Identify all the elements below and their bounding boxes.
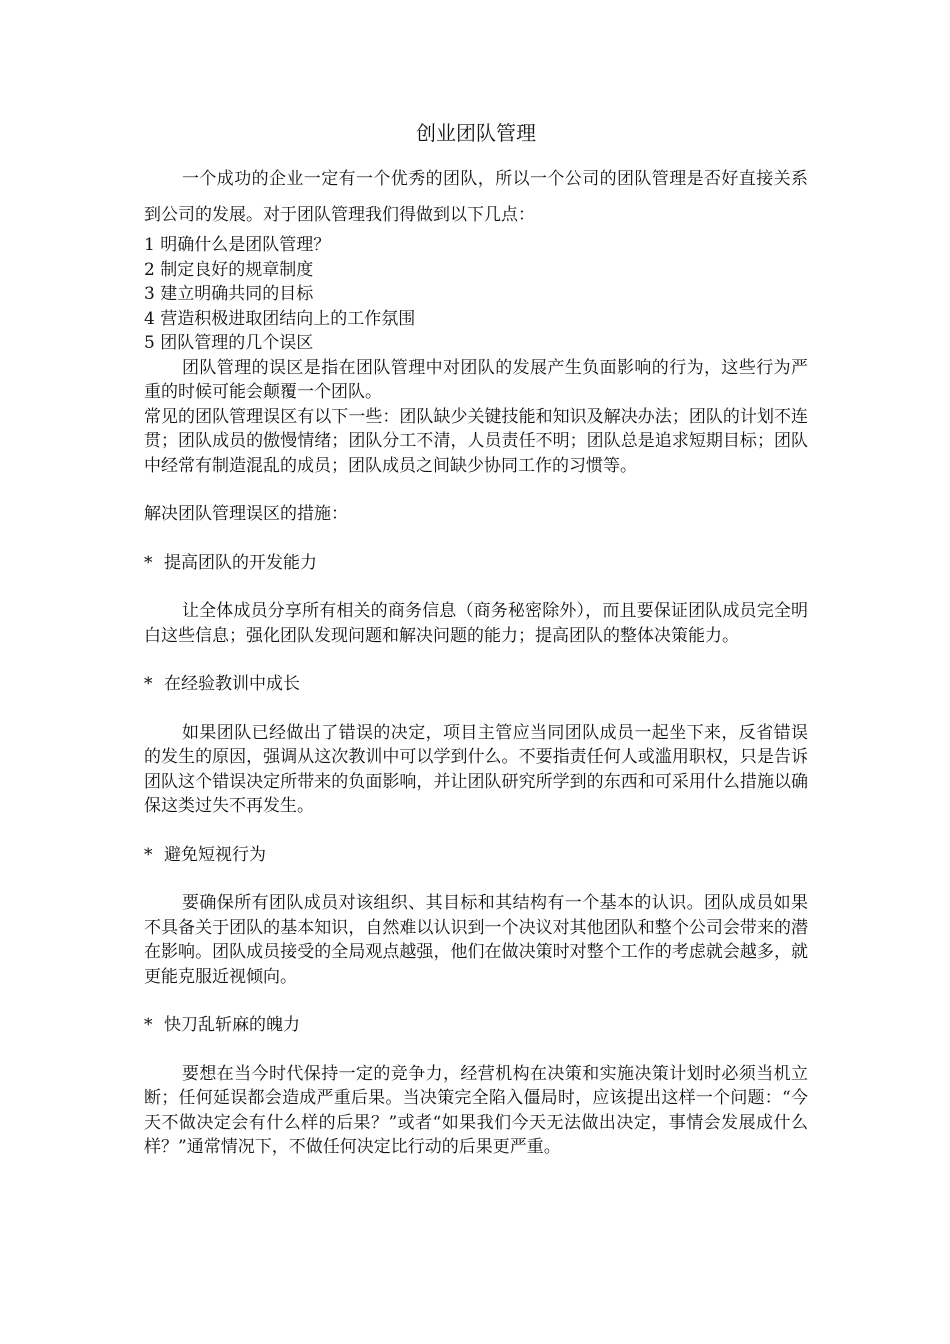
spacer (144, 478, 808, 502)
list-item: 3 建立明确共同的目标 (144, 284, 314, 304)
spacer (144, 989, 808, 1013)
measure-body: 如果团队已经做出了错误的决定，项目主管应当同团队成员一起坐下来，反省错误的发生的原因，强调从这次教训中可以学到什么。不要指责任何人或滥用职权，只是告诉团队这个错误决定所带来的负面影响，并让团队研究所学到的东西和可采用什么措施以确保这类过失不再发生。 (144, 722, 808, 816)
spacer (144, 819, 808, 843)
spacer (144, 697, 808, 721)
common-misconceptions: 常见的团队管理误区有以下一些：团队缺少关键技能和知识及解决办法；团队的计划不连贯；团队成员的傲慢情绪；团队分工不清，人员责任不明；团队总是追求短期目标；团队中经常有制造混乱的成员；团队成员之间缺少协同工作的习惯等。 (144, 406, 808, 476)
measure-body: 让全体成员分享所有相关的商务信息（商务秘密除外），而且要保证团队成员完全明白这些信息；强化团队发现问题和解决问题的能力；提高团队的整体决策能力。 (144, 601, 808, 646)
bullet-marker: * (144, 552, 153, 573)
measure-body: 要确保所有团队成员对该组织、其目标和其结构有一个基本的认识。团队成员如果不具备关于团队的基本知识，自然难以认识到一个决议对其他团队和整个公司会带来的潜在影响。团队成员接受的全局观点越强，他们在做决策时对整个工作的考虑就会越多，就更能克服近视倾向。 (144, 893, 808, 987)
misconception-definition: 团队管理的误区是指在团队管理中对团队的发展产生负面影响的行为，这些行为严重的时候可能会颠覆一个团队。 (144, 357, 808, 402)
measure-heading-text: 提高团队的开发能力 (164, 552, 317, 573)
document-title: 创业团队管理 (416, 121, 536, 145)
list-item: 5 团队管理的几个误区 (144, 333, 314, 353)
list-item: 1 明确什么是团队管理？ (144, 235, 331, 255)
measure-heading-text: 快刀乱斩麻的魄力 (164, 1015, 300, 1035)
measure-heading (144, 843, 808, 868)
list-item: 4 营造积极进取团结向上的工作氛围 (144, 308, 416, 329)
measures-heading: 解决团队管理误区的措施： (144, 504, 348, 524)
measure-heading (144, 672, 808, 697)
measure-heading (144, 1013, 808, 1038)
intro-paragraph: 一个成功的企业一定有一个优秀的团队，所以一个公司的团队管理是否好直接关系到公司的发展。对于团队管理我们得做到以下几点： (144, 169, 808, 225)
document-page (144, 118, 808, 1160)
measure-body: 要想在当今时代保持一定的竞争力，经营机构在决策和实施决策计划时必须当机立断；任何延误都会造成严重后果。当决策完全陷入僵局时，应该提出这样一个问题：“今天不做决定会有什么样的后果？”或者“如果我们今天无法做出决定，事情会发展成什么样？”通常情况下，不做任何决定比行动的后果更严重。 (144, 1063, 808, 1157)
bullet-marker: * (144, 844, 153, 865)
measure-heading (144, 551, 808, 576)
bullet-marker: * (144, 674, 153, 694)
key-points-list (144, 233, 808, 356)
spacer (144, 527, 808, 551)
list-item: 2 制定良好的规章制度 (144, 259, 314, 280)
measure-heading-text: 避免短视行为 (164, 844, 266, 865)
spacer (144, 648, 808, 672)
measure-heading-text: 在经验教训中成长 (164, 674, 300, 694)
spacer (144, 867, 808, 891)
spacer (144, 575, 808, 599)
bullet-marker: * (144, 1015, 153, 1035)
spacer (144, 1038, 808, 1062)
